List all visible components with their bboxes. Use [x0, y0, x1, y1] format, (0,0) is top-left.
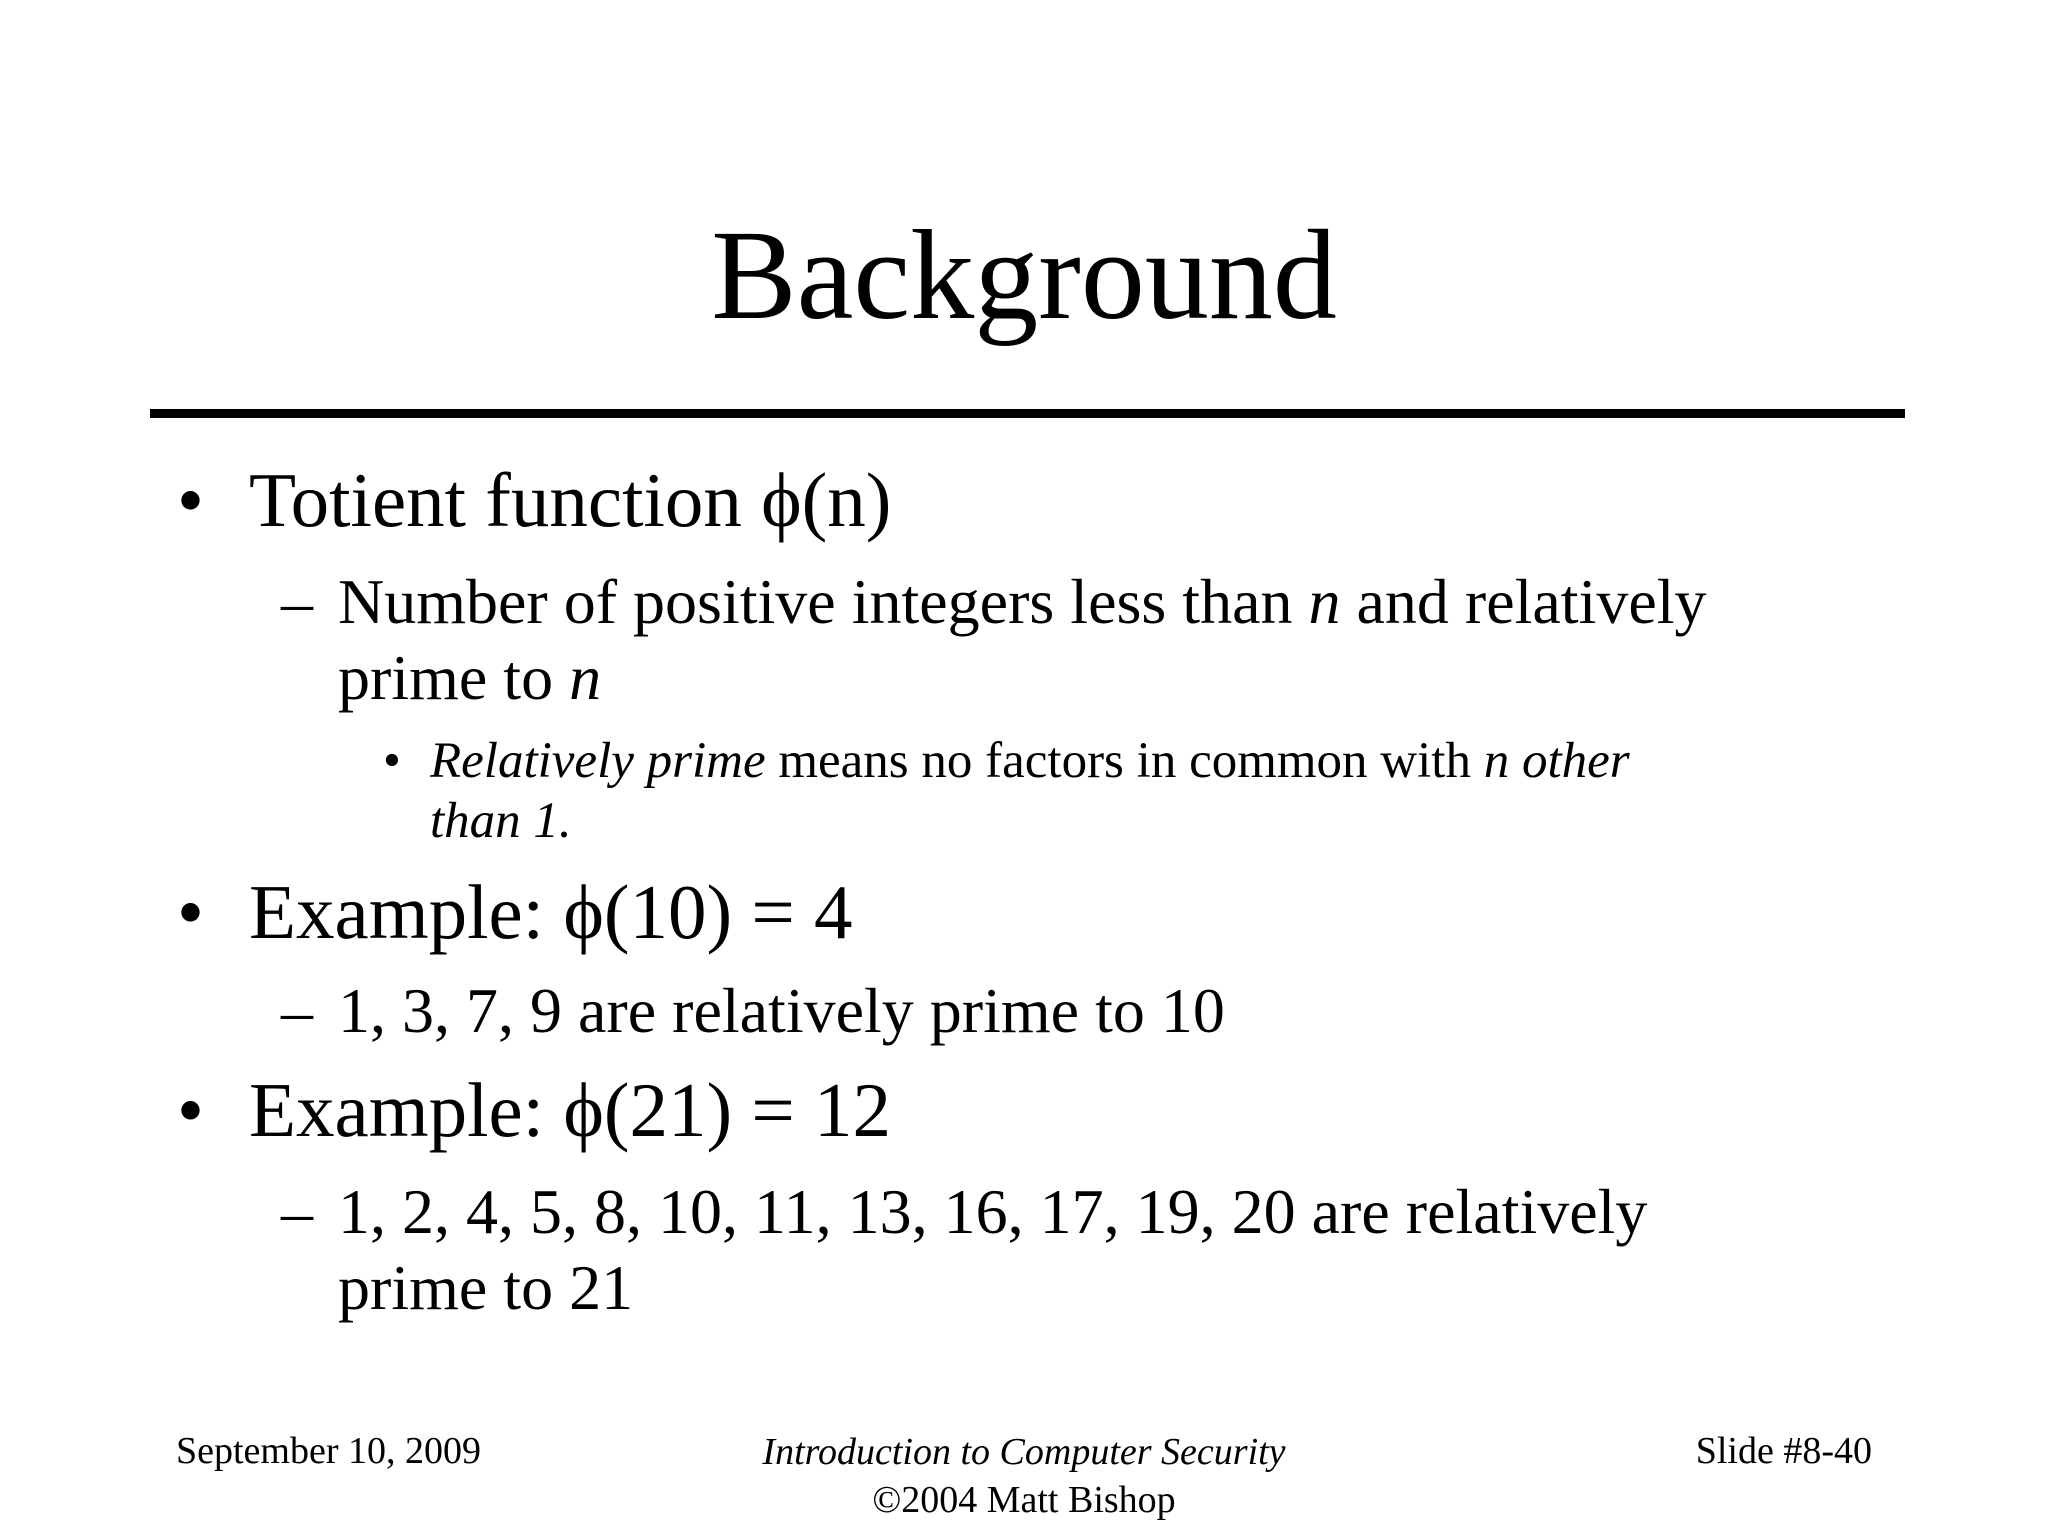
sub-sub-bullet-relatively-prime-line1: Relatively prime means no factors in common with n other — [430, 733, 1630, 789]
bullet-example-phi-10: Example: ϕ(10) = 4 — [249, 869, 853, 955]
dash-marker: – — [281, 1176, 313, 1247]
footer-copyright: ©2004 Matt Bishop — [872, 1479, 1176, 1521]
footer-course-title: Introduction to Computer Security — [762, 1431, 1286, 1473]
bullet-marker: • — [177, 1067, 204, 1153]
sub-bullet-marker: • — [383, 733, 401, 789]
bullet-example-phi-21: Example: ϕ(21) = 12 — [249, 1067, 892, 1153]
bullet-totient-function: Totient function ϕ(n) — [249, 457, 892, 543]
sub-bullet-definition-line2: prime to n — [338, 642, 602, 713]
bullet-marker: • — [177, 869, 204, 955]
sub-bullet-example-10: 1, 3, 7, 9 are relatively prime to 10 — [338, 975, 1225, 1046]
slide-title: Background — [711, 204, 1337, 346]
footer-date: September 10, 2009 — [176, 1430, 482, 1472]
dash-marker: – — [281, 975, 313, 1046]
footer-slide-number: Slide #8-40 — [1695, 1430, 1872, 1472]
sub-bullet-example-21-line2: prime to 21 — [338, 1252, 634, 1323]
footer-course — [624, 1428, 1424, 1524]
dash-marker: – — [281, 566, 313, 637]
bullet-marker: • — [177, 457, 204, 543]
sub-bullet-example-21-line1: 1, 2, 4, 5, 8, 10, 11, 13, 16, 17, 19, 20 are relatively — [338, 1176, 1648, 1247]
sub-sub-bullet-relatively-prime-line2: than 1. — [430, 793, 572, 849]
sub-bullet-definition-line1: Number of positive integers less than n and relatively — [338, 566, 1707, 637]
